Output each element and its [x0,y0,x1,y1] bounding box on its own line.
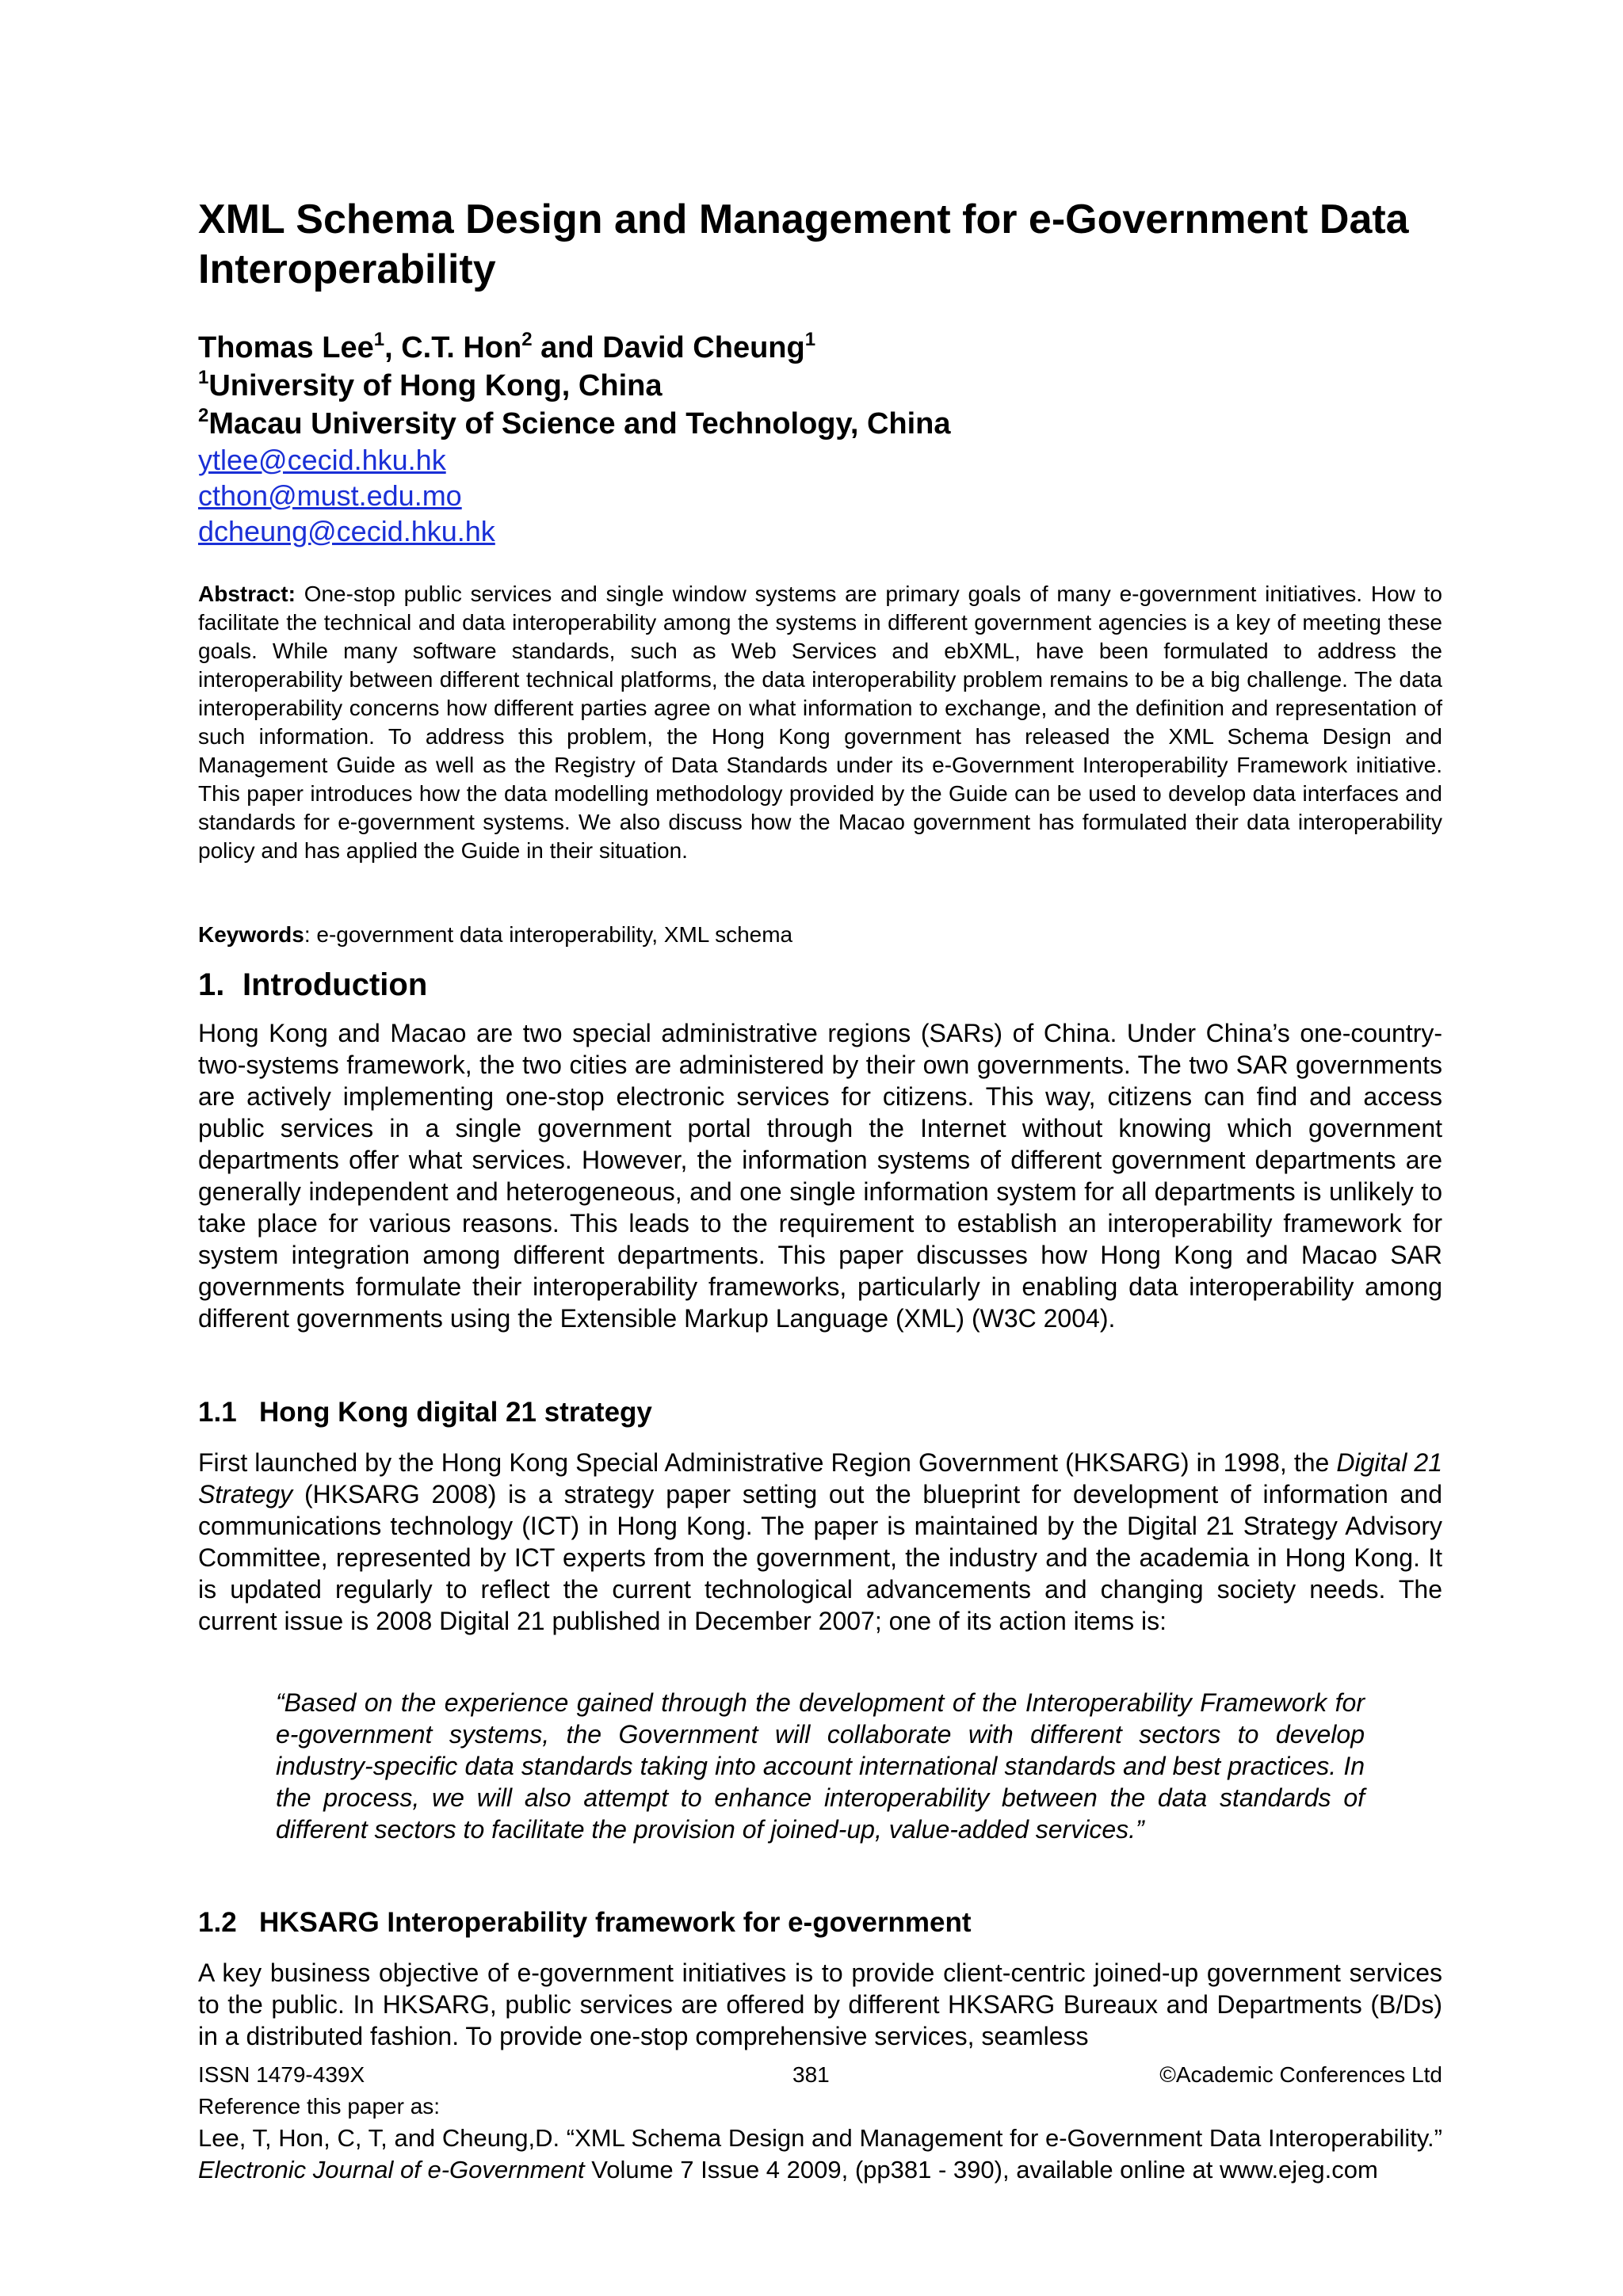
author-name: David Cheung [602,331,805,364]
introduction-paragraph: Hong Kong and Macao are two special administrative regions (SARs) of China. Under China’s one-country-two-systems framework, the two cities are administered by their own governments. The two SAR governments are actively implementing one-stop electronic services for citizens. This way, citizens can find and access public services in a single government portal through the Internet without knowing which government departments offer what services. However, the information systems of different government departments are generally independent and heterogeneous, and one single information system for all departments is unlikely to take place for various reasons. This leads to the requirement to establish an interoperability framework for system integration among different departments. This paper discusses how Hong Kong and Macao SAR governments formulate their interoperability frameworks, particularly in enabling data interoperability among different governments using the Extensible Markup Language (XML) (W3C 2004). [198,1019,1442,1333]
author-block [198,329,951,443]
page-footer [198,2061,1442,2092]
issn: ISSN 1479-439X [198,2062,365,2087]
affiliation-line: $^1$University of Hong Kong, China [198,367,663,402]
interoperability-framework-paragraph: A key business objective of e-government initiatives is to provide client-centric joined-up government services to the public. In HKSARG, public services are offered by different HKSARG Bureaux and Departments (B/Ds) in a distributed fashion. To provide one-stop comprehensive services, seamless [198,1958,1442,2050]
author-name: C.T. Hon [401,331,522,364]
keywords [198,921,792,949]
author-line: Thomas Lee$^1$, C.T. Hon$^2$ and David Cheung$^1$ [198,329,816,364]
page-number: 381 [792,2062,830,2087]
section-heading-digital21: 1.1 Hong Kong digital 21 strategy [198,1397,652,1428]
email-link[interactable]: cthon@must.edu.mo [198,479,462,512]
email-list [198,442,495,549]
author-affiliation-mark: 2 [521,329,533,350]
affiliation-line: $^2$Macau University of Science and Technology, China [198,405,951,441]
author-name: Thomas Lee [198,331,374,364]
keywords-text: : e-government data interoperability, XML schema [304,922,793,947]
reference-citation: Lee, T, Hon, C, T, and Cheung,D. “XML Schema Design and Management for e-Government Data Interoperability.” Electronic Journal of e-Government Volume 7 Issue 4 2009, (pp381 - 390), available online at www.ejeg.com [198,2124,1442,2183]
email-link[interactable]: dcheung@cecid.hku.hk [198,515,495,547]
reference-label: Reference this paper as: [198,2094,441,2119]
abstract-text: One-stop public services and single window systems are primary goals of many e-government initiatives. How to facilitate the technical and data interoperability among the systems in different government agencies is a key of meeting these goals. While many software standards, such as Web Services and ebXML, have been formulated to address the interoperability between different technical platforms, the data interoperability problem remains to be a big challenge. The data interoperability concerns how different parties agree on what information to exchange, and the definition and representation of such information. To address this problem, the Hong Kong government has released the XML Schema Design and Management Guide as well as the Registry of Data Standards under its e-Government Interoperability Framework initiative. This paper introduces how the data modelling methodology provided by the Guide can be used to develop data interfaces and standards for e-government systems. We also discuss how the Macao government has formulated their data interoperability policy and has applied the Guide in their situation. [198,582,1442,863]
abstract-label: Abstract: [198,582,296,606]
author-affiliation-mark: 1 [804,329,816,350]
copyright: ©Academic Conferences Ltd [1159,2062,1442,2087]
author-affiliation-mark: 1 [373,329,385,350]
paper-title: XML Schema Design and Management for e-Government Data Interoperability [198,196,1409,292]
section-heading-introduction: 1. Introduction [198,967,428,1002]
email-link[interactable]: ytlee@cecid.hku.hk [198,444,446,476]
keywords-label: Keywords [198,922,304,947]
digital21-paragraph: First launched by the Hong Kong Special Administrative Region Government (HKSARG) in 1998, the Digital 21 Strategy (HKSARG 2008) is a strategy paper setting out the blueprint for development of information and communications technology (ICT) in Hong Kong. The paper is maintained by the Digital 21 Strategy Advisory Committee, represented by ICT experts from the government, the industry and the academia in Hong Kong. It is updated regularly to reflect the current technological advancements and changing society needs. The current issue is 2008 Digital 21 published in December 2007; one of its action items is: [198,1448,1443,1635]
abstract [198,580,1442,865]
digital21-quote: “Based on the experience gained through the development of the Interoperability Framework for e-government systems, the Government will collaborate with different sectors to develop industry-specific data standards taking into account international standards and best practices. In the process, we will also attempt to enhance interoperability between the data standards of different sectors to facilitate the provision of joined-up, value-added services.” [276,1688,1365,1844]
section-heading-interoperability-framework: 1.2 HKSARG Interoperability framework for e-government [198,1907,972,1938]
